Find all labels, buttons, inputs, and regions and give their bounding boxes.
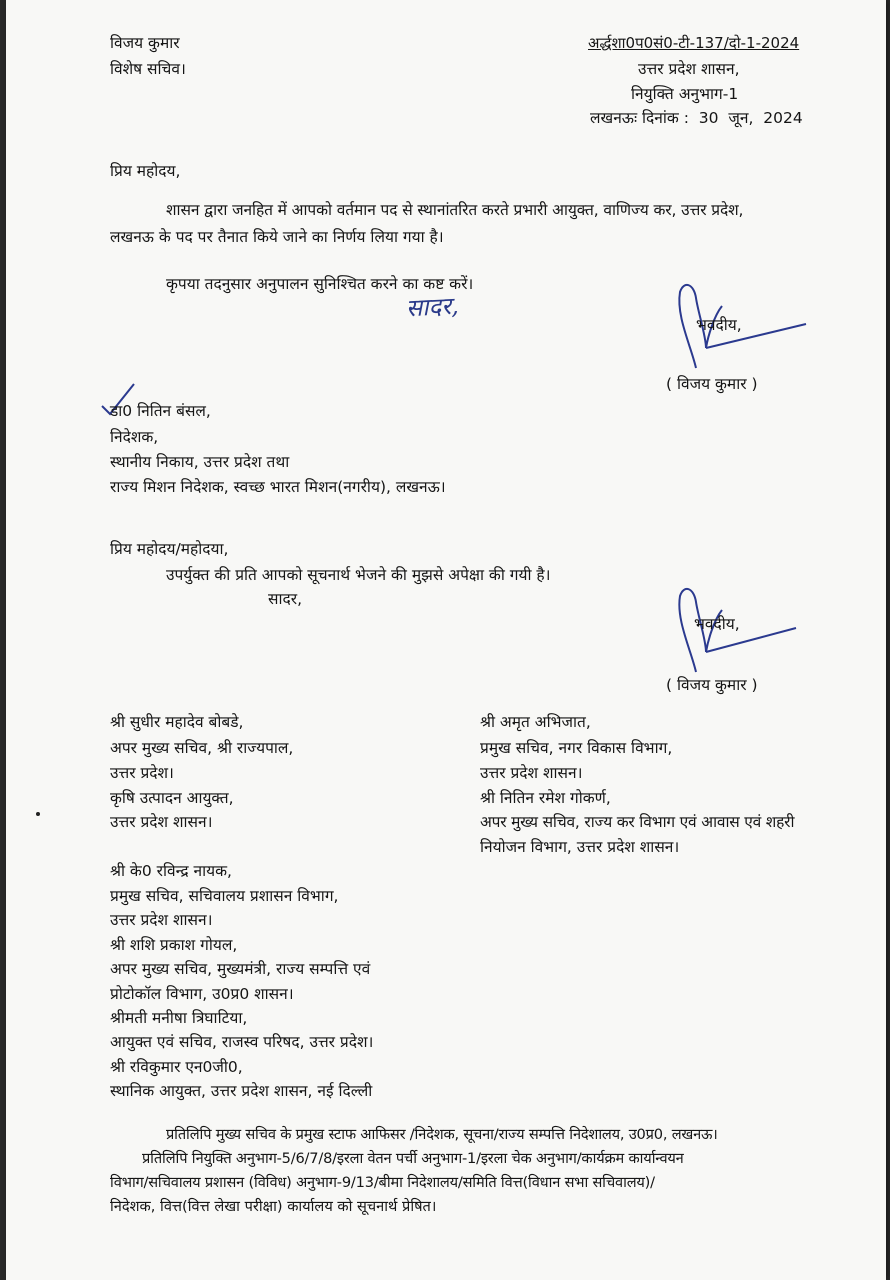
copy-recipient-line: अपर मुख्य सचिव, राज्य कर विभाग एवं आवास एवं शहरी	[480, 813, 795, 831]
copy-notice-line: प्रतिलिपि नियुक्ति अनुभाग-5/6/7/8/इरला वेतन पर्ची अनुभाग-1/इरला चेक अनुभाग/कार्यक्रम कार्यान्वयन	[142, 1150, 684, 1167]
copy-recipient-line: स्थानिक आयुक्त, उत्तर प्रदेश शासन, नई दिल्ली	[110, 1082, 373, 1100]
body-paragraph-line: लखनऊ के पद पर तैनात किये जाने का निर्णय लिया गया है।	[110, 228, 444, 246]
copy-recipient-line: श्रीमती मनीषा त्रिघाटिया,	[110, 1009, 248, 1027]
government-name: उत्तर प्रदेश शासन,	[638, 60, 740, 78]
signature-mark	[666, 580, 816, 680]
copy-recipient-line: उत्तर प्रदेश शासन।	[480, 764, 583, 782]
recipient-line: स्थानीय निकाय, उत्तर प्रदेश तथा	[110, 453, 290, 471]
recipient-line: राज्य मिशन निदेशक, स्वच्छ भारत मिशन(नगरीय), लखनऊ।	[110, 478, 446, 496]
recipient-line: निदेशक,	[110, 428, 159, 446]
sender-designation: विशेष सचिव।	[110, 60, 186, 78]
copy-notice-line: निदेशक, वित्त(वित्त लेखा परीक्षा) कार्यालय को सूचनार्थ प्रेषित।	[110, 1198, 437, 1215]
closing-text: भवदीय,	[696, 316, 742, 334]
copy-notice: प्रतिलिपि मुख्य सचिव के प्रमुख स्टाफ आफिसर /निदेशक, सूचना/राज्य सम्पत्ति निदेशालय, उ0प्र0, लखनऊ।	[166, 1126, 718, 1143]
copy-recipient-line: श्री के0 रविन्द्र नायक,	[110, 862, 232, 880]
copy-recipient-line: उत्तर प्रदेश शासन।	[110, 911, 213, 929]
file-number: अर्द्धशा0प0सं0-टी-137/दो-1-2024	[588, 34, 800, 52]
copy-recipient-line: श्री नितिन रमेश गोकर्ण,	[480, 789, 611, 807]
copy-recipient-line: प्रमुख सचिव, सचिवालय प्रशासन विभाग,	[110, 887, 339, 905]
copy-recipient-line: नियोजन विभाग, उत्तर प्रदेश शासन।	[480, 838, 680, 856]
section-name: नियुक्ति अनुभाग-1	[631, 85, 739, 103]
copy-recipient-line: श्री रविकुमार एन0जी0,	[110, 1058, 243, 1076]
copy-recipient-line: अपर मुख्य सचिव, मुख्यमंत्री, राज्य सम्पत्ति एवं	[110, 960, 371, 978]
letter-date: लखनऊः दिनांक : 30 जून, 2024	[590, 109, 803, 127]
handwritten-note: सादर,	[405, 291, 460, 323]
letter-page	[6, 0, 886, 1280]
salutation: प्रिय महोदय,	[110, 162, 181, 180]
body-paragraph-line: शासन द्वारा जनहित में आपको वर्तमान पद से स्थानांतरित करते प्रभारी आयुक्त, वाणिज्य कर, उत्तर प्रदेश,	[166, 201, 744, 219]
copy-recipient-line: श्री सुधीर महादेव बोबडे,	[110, 713, 244, 731]
regards-text: सादर,	[268, 590, 302, 608]
copy-recipient-line: कृषि उत्पादन आयुक्त,	[110, 789, 234, 807]
recipient-line: डा0 नितिन बंसल,	[110, 402, 211, 420]
signatory-name: ( विजय कुमार )	[666, 375, 758, 393]
copy-recipient-line: उत्तर प्रदेश शासन।	[110, 813, 213, 831]
info-text: उपर्युक्त की प्रति आपको सूचनार्थ भेजने की मुझसे अपेक्षा की गयी है।	[166, 566, 551, 584]
salutation-2: प्रिय महोदय/महोदया,	[110, 540, 229, 558]
copy-recipient-line: प्रोटोकॉल विभाग, उ0प्र0 शासन।	[110, 985, 294, 1003]
closing-text-2: भवदीय,	[694, 615, 740, 633]
copy-recipient-line: उत्तर प्रदेश।	[110, 764, 174, 782]
copy-recipient-line: प्रमुख सचिव, नगर विकास विभाग,	[480, 739, 673, 757]
copy-recipient-line: श्री अमृत अभिजात,	[480, 713, 591, 731]
copy-recipient-line: श्री शशि प्रकाश गोयल,	[110, 936, 238, 954]
copy-notice-line: विभाग/सचिवालय प्रशासन (विविध) अनुभाग-9/13/बीमा निदेशालय/समिति वित्त(विधान सभा सचिवालय)/	[110, 1174, 655, 1191]
copy-recipient-line: आयुक्त एवं सचिव, राजस्व परिषद, उत्तर प्रदेश।	[110, 1033, 374, 1051]
copy-recipient-line: अपर मुख्य सचिव, श्री राज्यपाल,	[110, 739, 294, 757]
signatory-name-2: ( विजय कुमार )	[666, 676, 758, 694]
margin-dot	[36, 812, 40, 816]
compliance-request: कृपया तदनुसार अनुपालन सुनिश्चित करने का कष्ट करें।	[166, 275, 474, 293]
sender-name: विजय कुमार	[110, 34, 180, 52]
